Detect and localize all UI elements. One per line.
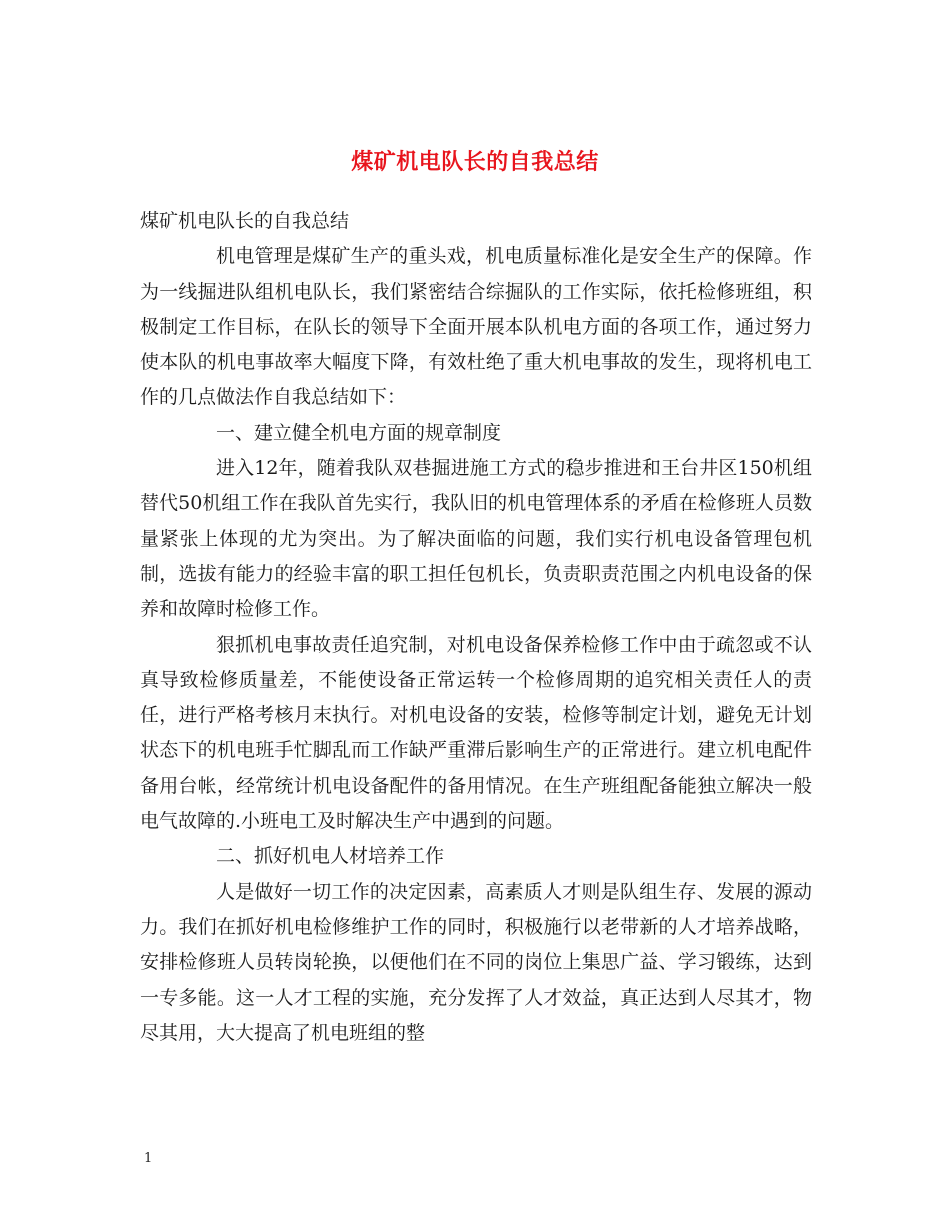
paragraph-rules-2: 狠抓机电事故责任追究制，对机电设备保养检修工作中由于疏忽或不认真导致检修质量差，不能使设备正常运转一个检修周期的追究相关责任人的责任，进行严格考核月末执行。对机电设备的安装，检修等制定计划，避免无计划状态下的机电班手忙脚乱而工作缺严重滞后影响生产的正常进行。建立机电配件备用台帐，经常统计机电设备配件的备用情况。在生产班组配备能独立解决一般电气故障的.小班电工及时解决生产中遇到的问题。 <box>140 633 812 833</box>
document-title: 煤矿机电队长的自我总结 <box>351 148 599 175</box>
section-heading-rules: 一、建立健全机电方面的规章制度 <box>216 421 502 444</box>
page-number: 1 <box>144 1151 153 1166</box>
paragraph-intro: 机电管理是煤矿生产的重头戏，机电质量标准化是安全生产的保障。作为一线掘进队组机电队长，我们紧密结合综掘队的工作实际，依托检修班组，积极制定工作目标，在队长的领导下全面开展本队机电方面的各项工作，通过努力使本队的机电事故率大幅度下降，有效杜绝了重大机电事故的发生，现将机电工作的几点做法作自我总结如下： <box>140 245 812 409</box>
section-heading-talent: 二、抓好机电人材培养工作 <box>216 845 445 868</box>
body-subtitle: 煤矿机电队长的自我总结 <box>140 210 350 232</box>
paragraph-talent-1: 人是做好一切工作的决定因素，高素质人才则是队组生存、发展的源动力。我们在抓好机电检修维护工作的同时，积极施行以老带新的人才培养战略，安排检修班人员转岗轮换，以便他们在不同的岗位上集思广益、学习锻练，达到一专多能。这一人才工程的实施，充分发挥了人才效益，真正达到人尽其才，物尽其用，大大提高了机电班组的整 <box>140 880 812 1044</box>
paragraph-rules-1: 进入12年，随着我队双巷掘进施工方式的稳步推进和王台井区150机组替代50机组工作在我队首先实行，我队旧的机电管理体系的矛盾在检修班人员数量紧张上体现的尤为突出。为了解决面临的问题，我们实行机电设备管理包机制，选拔有能力的经验丰富的职工担任包机长，负责职责范围之内机电设备的保养和故障时检修工作。 <box>140 457 812 621</box>
document-body <box>140 204 812 1051</box>
